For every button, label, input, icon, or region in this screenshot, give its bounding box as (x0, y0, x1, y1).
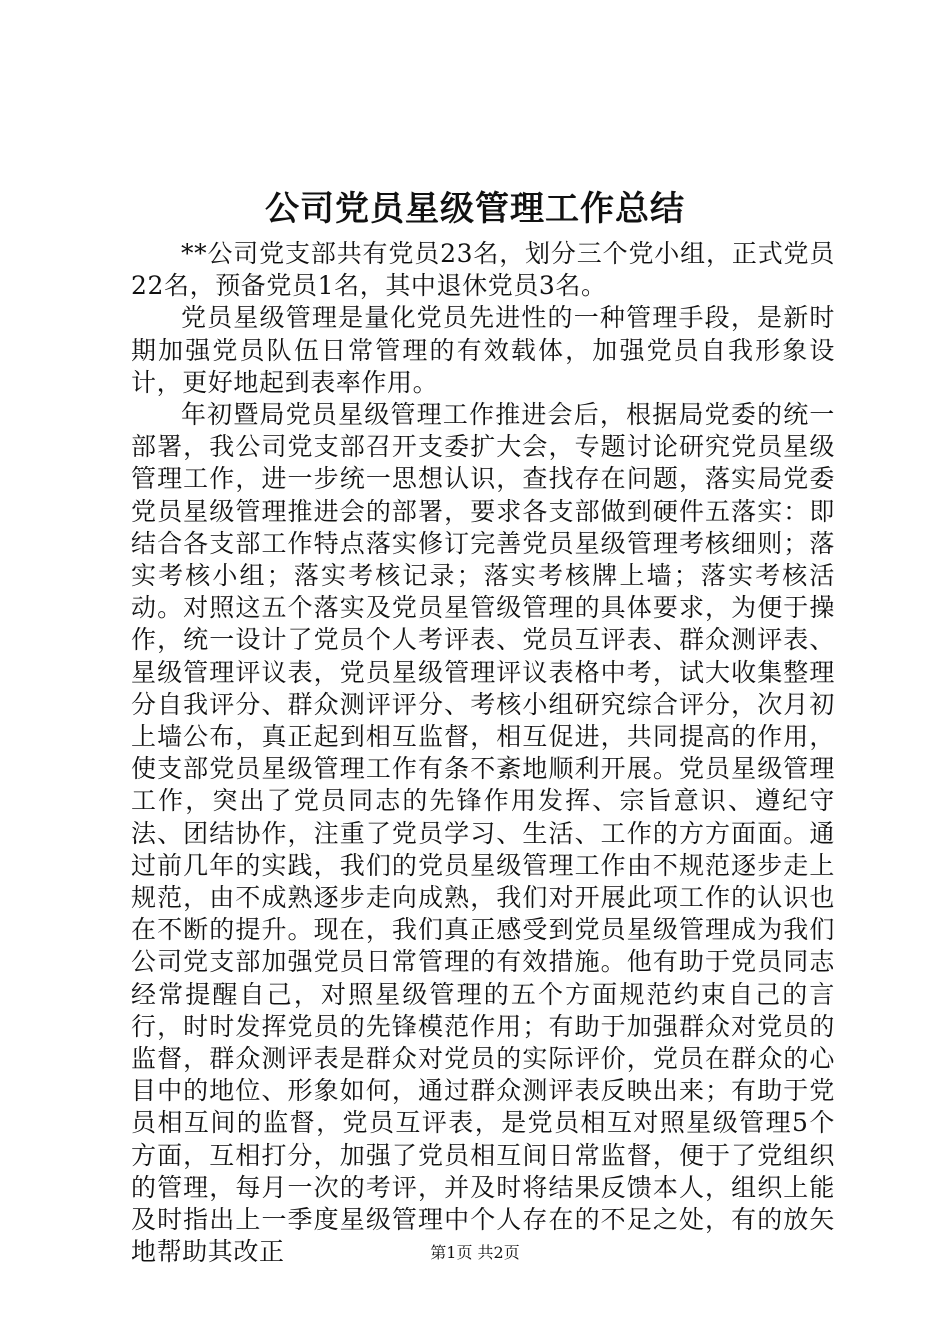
paragraph-implementation: 年初暨局党员星级管理工作推进会后，根据局党委的统一部署，我公司党支部召开支委扩大会，专题讨论研究党员星级管理工作，进一步统一思想认识，查找存在问题，落实局党委党员星级管理推进会的部署，要求各支部做到硬件五落实：即结合各支部工作特点落实修订完善党员星级管理考核细则；落实考核小组；落实考核记录；落实考核牌上墙；落实考核活动。对照这五个落实及党员星管级管理的具体要求，为便于操作，统一设计了党员个人考评表、党员互评表、群众测评表、星级管理评议表，党员星级管理评议表格中考，试大收集整理分自我评分、群众测评评分、考核小组研究综合评分，次月初上墙公布，真正起到相互监督，相互促进，共同提高的作用，使支部党员星级管理工作有条不紊地顺利开展。党员星级管理工作，突出了党员同志的先锋作用发挥、宗旨意识、遵纪守法、团结协作，注重了党员学习、生活、工作的方方面面。通过前几年的实践，我们的党员星级管理工作由不规范逐步走上规范，由不成熟逐步走向成熟，我们对开展此项工作的认识也在不断的提升。现在，我们真正感受到党员星级管理成为我们公司党支部加强党员日常管理的有效措施。他有助于党员同志经常提醒自己，对照星级管理的五个方面规范约束自己的言行，时时发挥党员的先锋模范作用；有助于加强群众对党员的监督，群众测评表是群众对党员的实际评价，党员在群众的心目中的地位、形象如何，通过群众测评表反映出来；有助于党员相互间的监督，党员互评表，是党员相互对照星级管理5个方面，互相打分，加强了党员相互间日常监督，便于了党组织的管理，每月一次的考评，并及时将结果反馈本人，组织上能及时指出上一季度星级管理中个人存在的不足之处，有的放矢地帮助其改正 (131, 400, 835, 1267)
document-body (131, 238, 835, 1269)
document-title: 公司党员星级管理工作总结 (265, 189, 685, 229)
paragraph-membership: **公司党支部共有党员23名，划分三个党小组，正式党员22名，预备党员1名，其中退休党员3名。 (131, 239, 835, 301)
paragraph-purpose: 党员星级管理是量化党员先进性的一种管理手段，是新时期加强党员队伍日常管理的有效载体，加强党员自我形象设计，更好地起到表率作用。 (131, 303, 835, 397)
page-number-footer: 第1页 共2页 (430, 1243, 520, 1262)
